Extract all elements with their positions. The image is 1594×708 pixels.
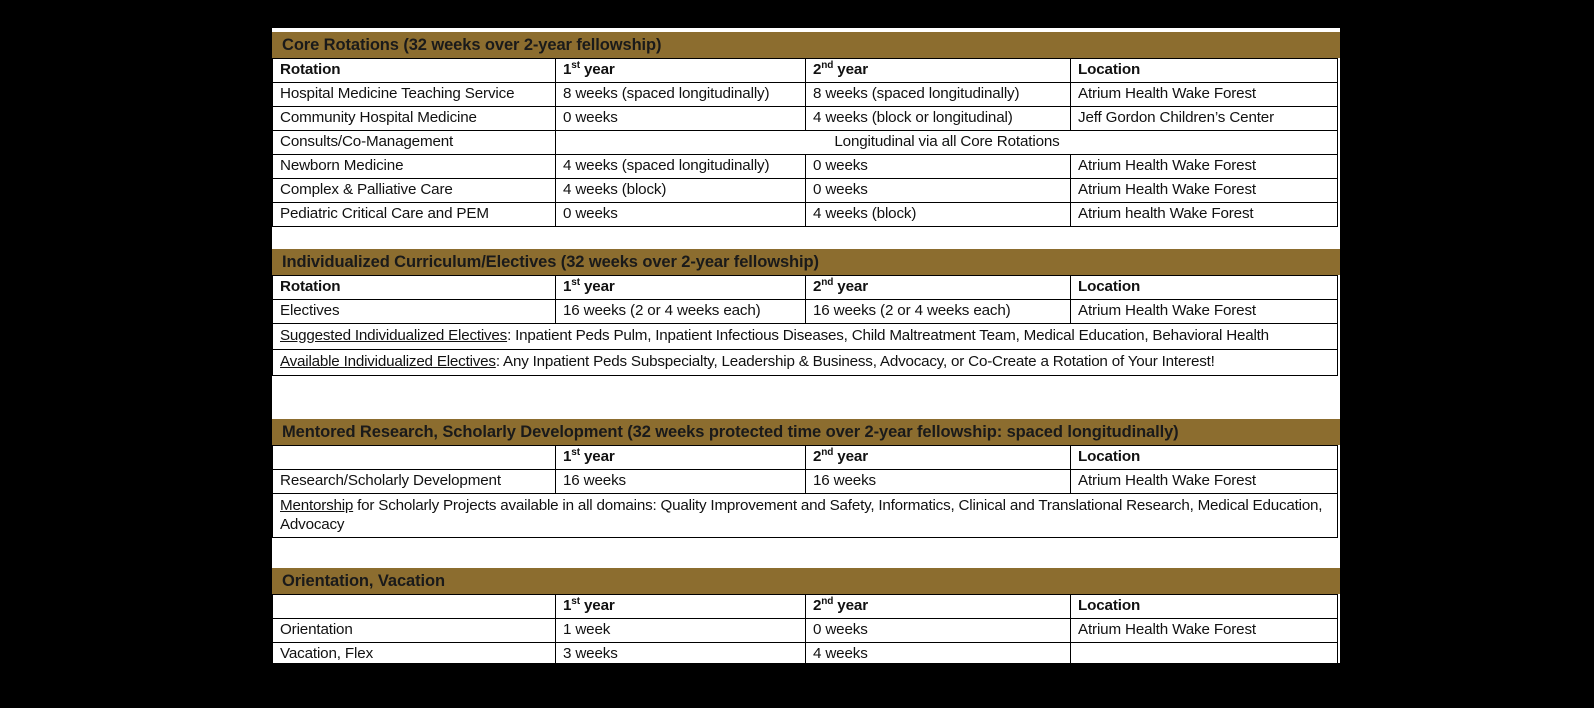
note-suggested-electives	[273, 324, 1338, 350]
column-header-location: Location	[1071, 276, 1338, 300]
cell-rotation: Newborn Medicine	[273, 155, 556, 179]
ordinal-suffix: nd	[821, 595, 834, 607]
section-individualized-curriculum	[272, 249, 1340, 376]
ordinal-suffix: nd	[821, 59, 834, 71]
column-header-year2: 2nd year	[806, 595, 1071, 619]
column-header-location: Location	[1071, 446, 1338, 470]
ordinal-suffix: st	[571, 276, 580, 288]
table-row	[273, 83, 1338, 107]
ordinal-suffix: nd	[821, 446, 834, 458]
table-row	[273, 203, 1338, 227]
table-row	[273, 643, 1338, 664]
document-page	[272, 28, 1340, 663]
table-core-rotations	[272, 58, 1338, 227]
table-row-merged	[273, 131, 1338, 155]
cell-rotation: Research/Scholarly Development	[273, 470, 556, 494]
cell-year2: 0 weeks	[806, 155, 1071, 179]
cell-year2: 16 weeks (2 or 4 weeks each)	[806, 300, 1071, 324]
column-header-location: Location	[1071, 59, 1338, 83]
column-header-year2: 2nd year	[806, 446, 1071, 470]
table-note-row	[273, 324, 1338, 350]
cell-location: Atrium health Wake Forest	[1071, 203, 1338, 227]
ordinal-suffix: nd	[821, 276, 834, 288]
section-heading-individualized-curriculum: Individualized Curriculum/Electives (32 weeks over 2-year fellowship)	[272, 249, 1340, 275]
cell-year1: 1 week	[556, 619, 806, 643]
cell-year1: 16 weeks	[556, 470, 806, 494]
note-mentorship	[273, 494, 1338, 538]
cell-location: Atrium Health Wake Forest	[1071, 300, 1338, 324]
section-heading-orientation-vacation: Orientation, Vacation	[272, 568, 1340, 594]
cell-year1: 0 weeks	[556, 107, 806, 131]
table-header-row	[273, 446, 1338, 470]
table-mentored-research	[272, 445, 1338, 538]
table-row	[273, 155, 1338, 179]
cell-rotation: Pediatric Critical Care and PEM	[273, 203, 556, 227]
cell-year2: 0 weeks	[806, 619, 1071, 643]
cell-year2: 4 weeks	[806, 643, 1071, 664]
note-label: Suggested Individualized Electives	[280, 327, 508, 344]
table-header-row	[273, 595, 1338, 619]
column-header-year2: 2nd year	[806, 276, 1071, 300]
cell-location: Atrium Health Wake Forest	[1071, 83, 1338, 107]
column-header-location: Location	[1071, 595, 1338, 619]
cell-merged-note: Longitudinal via all Core Rotations	[556, 131, 1338, 155]
section-orientation-vacation	[272, 568, 1340, 663]
cell-location: Atrium Health Wake Forest	[1071, 619, 1338, 643]
table-individualized-curriculum	[272, 275, 1338, 376]
cell-year1: 8 weeks (spaced longitudinally)	[556, 83, 806, 107]
cell-location: Atrium Health Wake Forest	[1071, 470, 1338, 494]
note-text: : Any Inpatient Peds Subspecialty, Leadership & Business, Advocacy, or Co-Create a Rotation of Your Interest!	[495, 353, 1215, 370]
section-heading-mentored-research: Mentored Research, Scholarly Development (32 weeks protected time over 2-year fellowship: spaced longitudinally)	[272, 419, 1340, 445]
table-row	[273, 179, 1338, 203]
table-row	[273, 107, 1338, 131]
cell-rotation: Hospital Medicine Teaching Service	[273, 83, 556, 107]
table-row	[273, 619, 1338, 643]
cell-year2: 16 weeks	[806, 470, 1071, 494]
table-header-row	[273, 59, 1338, 83]
table-note-row	[273, 350, 1338, 376]
cell-location: Atrium Health Wake Forest	[1071, 179, 1338, 203]
table-orientation-vacation	[272, 594, 1338, 663]
table-row	[273, 470, 1338, 494]
column-header-year2: 2nd year	[806, 59, 1071, 83]
column-header-blank	[273, 446, 556, 470]
section-core-rotations	[272, 32, 1340, 227]
cell-year1: 16 weeks (2 or 4 weeks each)	[556, 300, 806, 324]
section-mentored-research	[272, 419, 1340, 538]
cell-rotation: Electives	[273, 300, 556, 324]
cell-rotation: Complex & Palliative Care	[273, 179, 556, 203]
cell-year2: 0 weeks	[806, 179, 1071, 203]
cell-location	[1071, 643, 1338, 664]
cell-location: Atrium Health Wake Forest	[1071, 155, 1338, 179]
note-text: for Scholarly Projects available in all domains: Quality Improvement and Safety, Informatics, Clinical and Translational Research, Medical Education, Advocacy	[280, 497, 1323, 533]
table-note-row	[273, 494, 1338, 538]
cell-rotation: Orientation	[273, 619, 556, 643]
section-heading-core-rotations: Core Rotations (32 weeks over 2-year fellowship)	[272, 32, 1340, 58]
column-header-year1: 1st year	[556, 595, 806, 619]
ordinal-suffix: st	[571, 446, 580, 458]
cell-location: Jeff Gordon Children’s Center	[1071, 107, 1338, 131]
note-label: Mentorship	[280, 497, 354, 514]
column-header-rotation: Rotation	[273, 59, 556, 83]
cell-year1: 4 weeks (spaced longitudinally)	[556, 155, 806, 179]
column-header-year1: 1st year	[556, 59, 806, 83]
note-label: Available Individualized Electives	[280, 353, 496, 370]
ordinal-suffix: st	[571, 595, 580, 607]
cell-year2: 4 weeks (block or longitudinal)	[806, 107, 1071, 131]
note-text: : Inpatient Peds Pulm, Inpatient Infectious Diseases, Child Maltreatment Team, Medical Education, Behavioral Health	[507, 327, 1269, 344]
cell-year1: 3 weeks	[556, 643, 806, 664]
ordinal-suffix: st	[571, 59, 580, 71]
cell-rotation: Consults/Co-Management	[273, 131, 556, 155]
cell-year1: 4 weeks (block)	[556, 179, 806, 203]
column-header-rotation: Rotation	[273, 276, 556, 300]
cell-year2: 8 weeks (spaced longitudinally)	[806, 83, 1071, 107]
table-row	[273, 300, 1338, 324]
cell-year1: 0 weeks	[556, 203, 806, 227]
cell-rotation: Community Hospital Medicine	[273, 107, 556, 131]
table-header-row	[273, 276, 1338, 300]
note-available-electives	[273, 350, 1338, 376]
column-header-year1: 1st year	[556, 446, 806, 470]
column-header-year1: 1st year	[556, 276, 806, 300]
cell-rotation: Vacation, Flex	[273, 643, 556, 664]
column-header-blank	[273, 595, 556, 619]
cell-year2: 4 weeks (block)	[806, 203, 1071, 227]
